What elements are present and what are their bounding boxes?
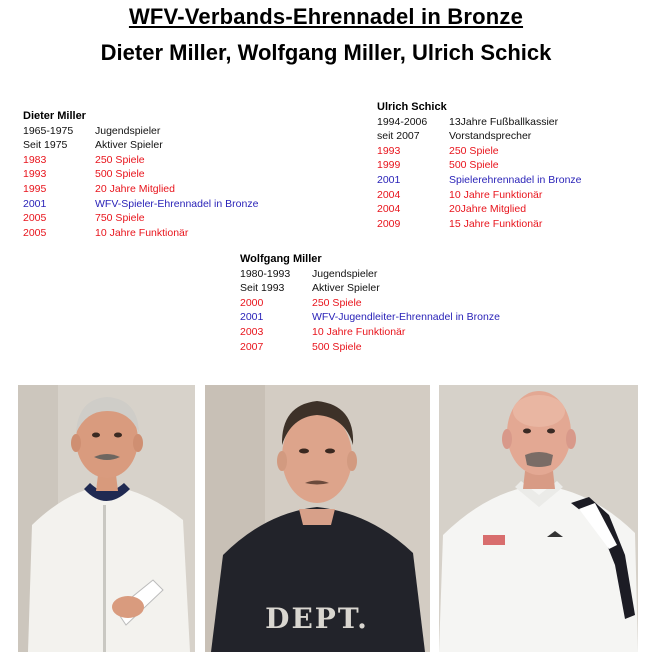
entry-row xyxy=(240,340,500,355)
entry-text: 250 Spiele xyxy=(449,144,499,157)
entry-year: 2001 xyxy=(240,311,264,324)
photo-wolfgang-miller xyxy=(205,385,430,652)
person-name: Ulrich Schick xyxy=(377,101,447,113)
entry-row xyxy=(23,211,258,226)
entry-text: Aktiver Spieler xyxy=(312,282,380,295)
entry-year: 1995 xyxy=(23,182,47,195)
entry-row xyxy=(377,202,582,217)
entry-text: Jugendspieler xyxy=(95,124,161,137)
entry-year: 2005 xyxy=(23,212,47,225)
entry-year: 2009 xyxy=(377,217,401,230)
entry-text: 15 Jahre Funktionär xyxy=(449,217,543,230)
entry-year: 1993 xyxy=(23,168,47,181)
entry-row xyxy=(377,144,582,159)
entry-year: 1983 xyxy=(23,153,47,166)
entry-row xyxy=(240,296,500,311)
entry-row xyxy=(23,124,258,139)
photo-ulrich-schick xyxy=(439,385,638,652)
entry-text: 20 Jahre Mitglied xyxy=(95,182,175,195)
entry-year: 2007 xyxy=(240,340,264,353)
entry-text: 20Jahre Mitglied xyxy=(449,203,527,216)
entry-year: 2004 xyxy=(377,203,401,216)
shirt-print: DEPT. xyxy=(265,602,369,635)
entry-row xyxy=(377,217,582,232)
entry-row xyxy=(23,138,258,153)
entry-text: Jugendspieler xyxy=(312,267,378,280)
entry-year: 2005 xyxy=(23,226,47,239)
page-title: WFV-Verbands-Ehrennadel in Bronze xyxy=(128,4,524,29)
entry-year: 1993 xyxy=(377,144,401,157)
entry-list xyxy=(23,124,258,241)
entry-text: 500 Spiele xyxy=(449,159,499,172)
entry-text: 250 Spiele xyxy=(312,296,362,309)
entry-row xyxy=(23,167,258,182)
entry-row xyxy=(240,281,500,296)
page-subtitle: Dieter Miller, Wolfgang Miller, Ulrich Schick xyxy=(100,40,552,65)
entry-text: 13Jahre Fußballkassier xyxy=(449,115,559,128)
entry-row xyxy=(240,267,500,282)
entry-row xyxy=(23,226,258,241)
entry-row xyxy=(23,153,258,168)
entry-text: Spielerehrennadel in Bronze xyxy=(449,173,582,186)
photo-dieter-miller xyxy=(18,385,195,652)
entry-text: 10 Jahre Funktionär xyxy=(312,325,406,338)
entry-row xyxy=(240,310,500,325)
person-name: Wolfgang Miller xyxy=(240,253,322,265)
entry-row xyxy=(377,158,582,173)
entry-year: 1965-1975 xyxy=(23,124,74,137)
entry-text: 10 Jahre Funktionär xyxy=(449,188,543,201)
entry-row xyxy=(377,115,582,130)
entry-year: 1999 xyxy=(377,159,401,172)
entry-year: 1980-1993 xyxy=(240,267,291,280)
entry-text: 750 Spiele xyxy=(95,212,145,225)
entry-text: WFV-Jugendleiter-Ehrennadel in Bronze xyxy=(312,311,500,324)
entry-list xyxy=(377,115,582,232)
person-block-dieter-miller xyxy=(23,109,258,240)
entry-row xyxy=(23,197,258,212)
entry-text: WFV-Spieler-Ehrennadel in Bronze xyxy=(95,197,259,210)
entry-year: 2000 xyxy=(240,296,264,309)
entry-year: 1994-2006 xyxy=(377,115,428,128)
person-block-wolfgang-miller xyxy=(240,252,500,354)
entry-text: Vorstandsprecher xyxy=(449,130,532,143)
entry-text: Aktiver Spieler xyxy=(95,139,163,152)
entry-text: 500 Spiele xyxy=(95,168,145,181)
entry-row xyxy=(240,325,500,340)
entry-year: Seit 1975 xyxy=(23,139,68,152)
entry-year: 2003 xyxy=(240,325,264,338)
entry-year: seit 2007 xyxy=(377,130,420,143)
entry-row xyxy=(377,129,582,144)
entry-list xyxy=(240,267,500,355)
entry-row xyxy=(377,173,582,188)
entry-text: 250 Spiele xyxy=(95,153,145,166)
entry-row xyxy=(377,188,582,203)
entry-year: Seit 1993 xyxy=(240,282,285,295)
entry-year: 2001 xyxy=(377,173,401,186)
entry-row xyxy=(23,182,258,197)
entry-year: 2001 xyxy=(23,197,47,210)
entry-year: 2004 xyxy=(377,188,401,201)
entry-text: 500 Spiele xyxy=(312,340,362,353)
entry-text: 10 Jahre Funktionär xyxy=(95,226,189,239)
person-block-ulrich-schick xyxy=(377,100,582,231)
person-name: Dieter Miller xyxy=(23,110,86,122)
